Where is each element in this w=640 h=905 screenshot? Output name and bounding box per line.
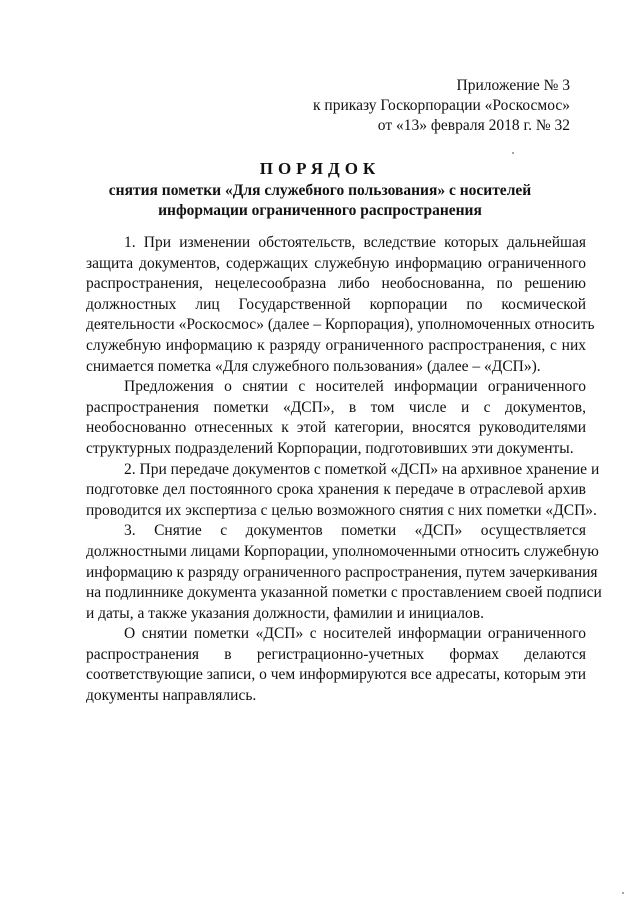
text-line: О снятии пометки «ДСП» с носителей информации ограниченного	[124, 625, 586, 643]
title-subtitle-line-2: информации ограниченного распространения	[158, 202, 482, 219]
appendix-order-ref: к приказу Госкорпорации «Роскосмос»	[313, 97, 570, 114]
text-line: служебную информацию к разряду ограниченного распространения, с них	[86, 336, 586, 354]
text-line: необоснованно отнесенных к этой категории, вносятся руководителями	[86, 419, 586, 437]
text-line: 2. При передаче документов с пометкой «ДСП» на архивное хранение и	[124, 460, 600, 478]
appendix-header	[300, 76, 570, 136]
title-main: ПОРЯДОК	[259, 159, 381, 178]
text-line: распространения пометки «ДСП», в том числе и с документов,	[86, 398, 586, 416]
document-body	[86, 233, 602, 707]
title-subtitle-line-1: снятия пометки «Для служебного пользования» с носителей	[108, 182, 532, 199]
text-line: и даты, а также указания должности, фамилии и инициалов.	[86, 604, 484, 622]
text-line: 1. При изменении обстоятельств, вследствие которых дальнейшая	[124, 234, 586, 251]
paragraph-2	[86, 377, 586, 459]
text-line: должностных лиц Государственной корпорации по космической	[86, 295, 586, 313]
text-line: распространения в регистрационно-учетных формах делаются	[86, 645, 586, 663]
text-line: проводится их экспертиза с целью возможного снятия с них пометки «ДСП».	[86, 501, 597, 519]
scan-speck	[622, 892, 624, 894]
appendix-number: Приложение № 3	[456, 77, 570, 94]
document-title	[80, 158, 560, 221]
text-line: Предложения о снятии с носителей информации ограниченного	[124, 378, 586, 396]
text-line: информацию к разряду ограниченного распространения, путем зачеркивания	[86, 563, 598, 581]
text-line: снимается пометка «Для служебного пользования» (далее – «ДСП»).	[86, 357, 541, 375]
text-line: защита документов, содержащих служебную информацию ограниченного	[86, 254, 586, 272]
text-line: распространения, нецелесообразна либо необоснованна, по решению	[86, 275, 586, 293]
paragraph-1	[86, 233, 595, 377]
text-line: должностными лицами Корпорации, уполномоченными относить служебную	[86, 542, 599, 560]
text-line: 3. Снятие с документов пометки «ДСП» осуществляется	[124, 522, 586, 540]
text-line: на подлиннике документа указанной пометки с проставлением своей подписи	[86, 584, 602, 602]
paragraph-3	[86, 460, 600, 522]
text-line: документы направлялись.	[86, 687, 257, 705]
appendix-order-date: от «13» февраля 2018 г. № 32	[377, 117, 570, 134]
text-line: деятельности «Роскосмос» (далее – Корпорация), уполномоченных относить	[86, 316, 595, 334]
scan-speck	[512, 152, 514, 154]
text-line: соответствующие записи, о чем информируются все адресаты, которым эти	[86, 666, 587, 684]
text-line: подготовке дел постоянного срока хранения к передаче в отраслевой архив	[86, 481, 586, 499]
text-line: структурных подразделений Корпорации, подготовивших эти документы.	[86, 439, 574, 457]
paragraph-4	[86, 521, 602, 624]
paragraph-5	[86, 624, 586, 706]
